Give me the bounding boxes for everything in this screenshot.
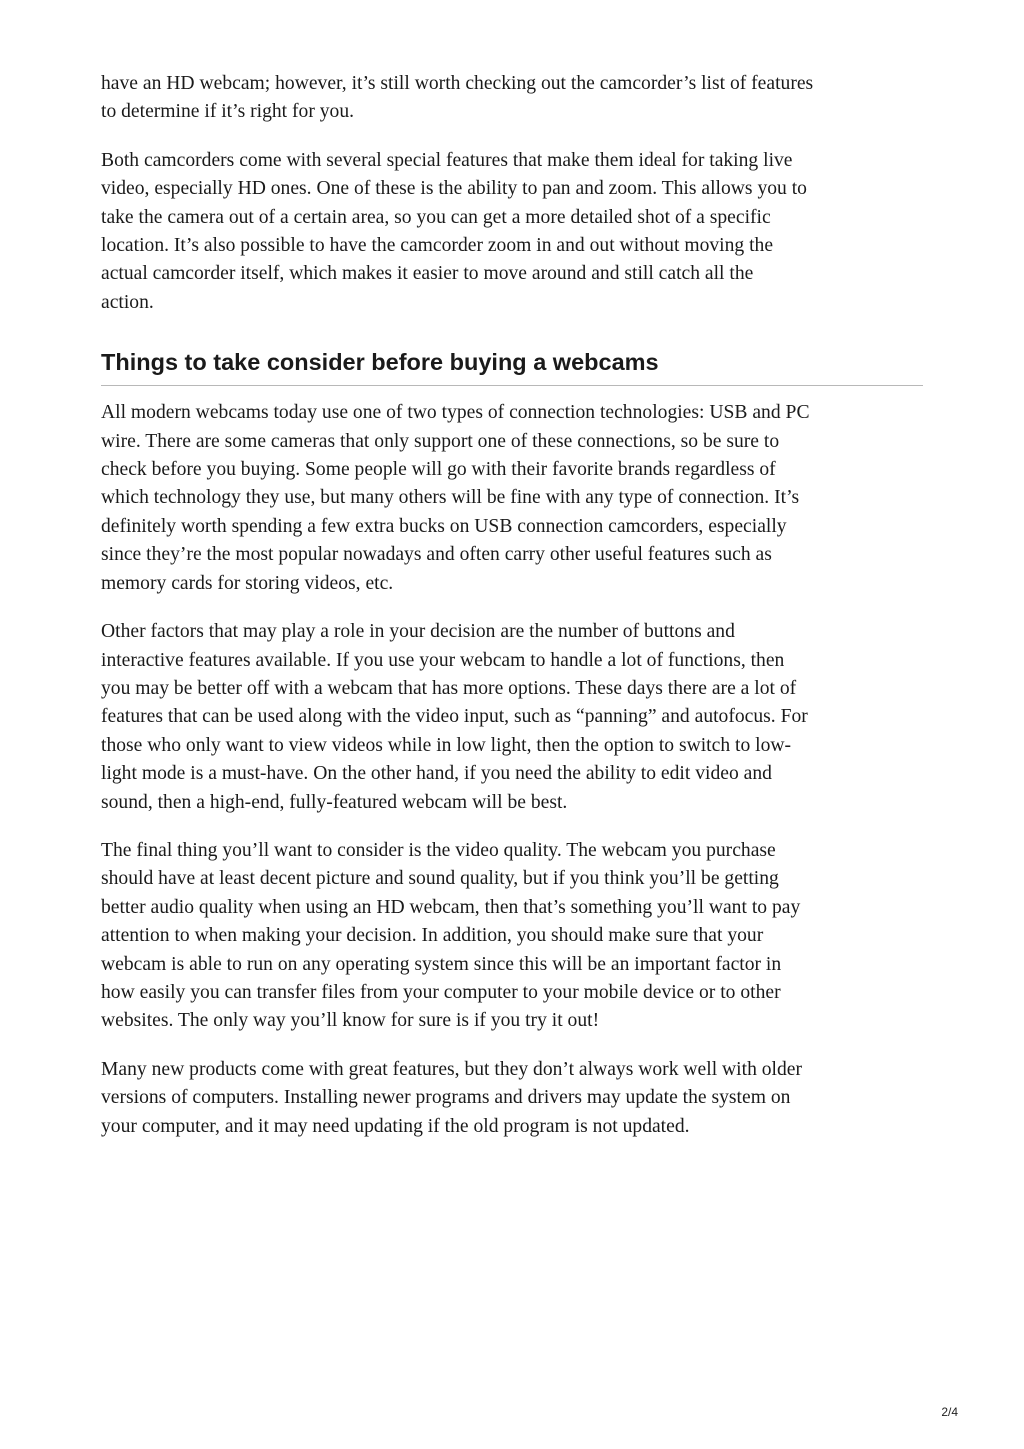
paragraph-line: your computer, and it may need updating if the old program is not updated. [101,1115,690,1137]
body-paragraph [101,399,923,598]
paragraph-line: wire. There are some cameras that only support one of these connections, so be sure to [101,430,780,452]
paragraph-line: better audio quality when using an HD webcam, then that’s something you’ll want to pay [101,896,801,918]
paragraph-line: memory cards for storing videos, etc. [101,572,394,594]
content-before-heading [101,70,923,317]
paragraph-line: take the camera out of a certain area, so you can get a more detailed shot of a specific [101,206,771,228]
content-after-heading [101,399,923,1141]
paragraph-line: definitely worth spending a few extra bucks on USB connection camcorders, especially [101,515,787,537]
paragraph-line: versions of computers. Installing newer programs and drivers may update the system on [101,1087,791,1109]
paragraph-line: interactive features available. If you use your webcam to handle a lot of functions, then [101,649,785,671]
paragraph-line: location. It’s also possible to have the camcorder zoom in and out without moving the [101,235,774,257]
paragraph-line: since they’re the most popular nowadays and often carry other useful features such as [101,544,772,566]
body-paragraph [101,147,923,317]
paragraph-line: actual camcorder itself, which makes it easier to move around and still catch all the [101,263,754,285]
paragraph-line: which technology they use, but many others will be fine with any type of connection. It’s [101,487,800,509]
paragraph-line: check before you buying. Some people will go with their favorite brands regardless of [101,459,776,481]
paragraph-line: video, especially HD ones. One of these is the ability to pan and zoom. This allows you to [101,178,807,200]
paragraph-line: attention to when making your decision. In addition, you should make sure that your [101,925,764,947]
paragraph-line: Many new products come with great features, but they don’t always work well with older [101,1058,803,1080]
paragraph-line: Both camcorders come with several special features that make them ideal for taking live [101,149,793,171]
paragraph-line: light mode is a must-have. On the other hand, if you need the ability to edit video and [101,763,772,785]
paragraph-line: how easily you can transfer files from your computer to your mobile device or to other [101,981,781,1003]
paragraph-line: features that can be used along with the video input, such as “panning” and autofocus. For [101,706,808,728]
paragraph-line: All modern webcams today use one of two types of connection technologies: USB and PC [101,402,810,424]
paragraph-line: The final thing you’ll want to consider is the video quality. The webcam you purchase [101,839,776,861]
paragraph-line: should have at least decent picture and sound quality, but if you think you’ll be getting [101,868,779,890]
body-paragraph [101,1056,923,1141]
paragraph-line: you may be better off with a webcam that has more options. These days there are a lot of [101,677,797,699]
paragraph-line: sound, then a high-end, fully-featured webcam will be best. [101,791,568,813]
document-page [101,70,923,1161]
paragraph-line: action. [101,291,154,313]
paragraph-line: to determine if it’s right for you. [101,101,355,123]
paragraph-line: have an HD webcam; however, it’s still worth checking out the camcorder’s list of features [101,73,814,94]
paragraph-line: Other factors that may play a role in your decision are the number of buttons and [101,621,735,643]
paragraph-line: websites. The only way you’ll know for sure is if you try it out! [101,1010,600,1032]
body-paragraph [101,618,923,817]
page-number: 2/4 [941,1405,958,1419]
body-paragraph [101,70,923,127]
body-paragraph [101,837,923,1036]
paragraph-line: webcam is able to run on any operating system since this will be an important factor in [101,953,782,975]
section-heading: Things to take consider before buying a webcams [101,349,659,376]
heading-divider [101,385,923,386]
paragraph-line: those who only want to view videos while in low light, then the option to switch to low- [101,734,792,756]
